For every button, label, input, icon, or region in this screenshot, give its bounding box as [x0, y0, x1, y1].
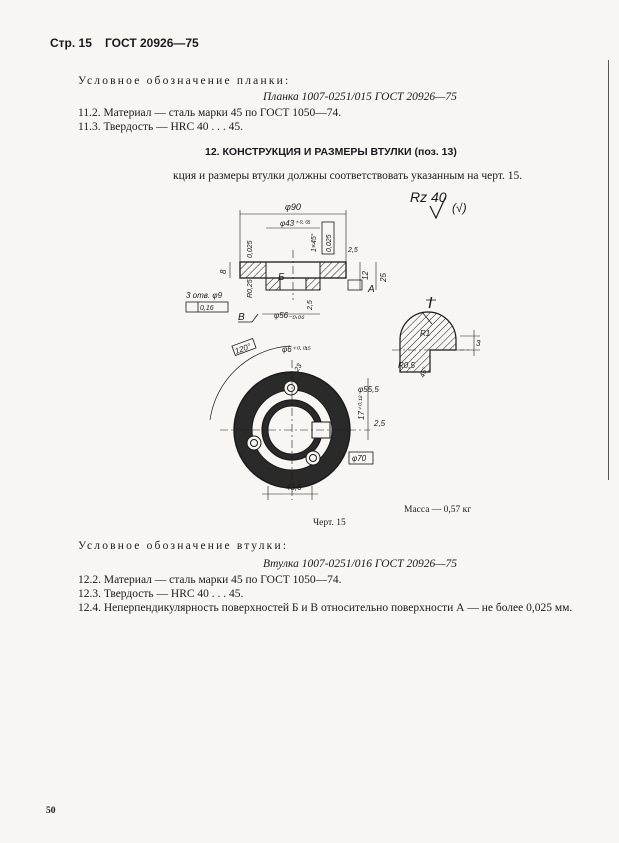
- designation-11: Планка 1007-0251/015 ГОСТ 20926—75: [263, 91, 457, 103]
- designation-label-12: Условное обозначение втулки:: [78, 540, 289, 552]
- dim-d43: φ43⁺⁰·⁰⁵: [280, 219, 311, 228]
- figure-caption: Черт. 15: [313, 518, 346, 528]
- designation-label-11: Условное обозначение планки:: [78, 75, 291, 87]
- dim-d70: φ70: [352, 454, 367, 463]
- page-label: Стр. 15: [50, 36, 92, 50]
- dim-pos-tol: 0,16: [200, 305, 214, 312]
- designation-12: Втулка 1007-0251/016 ГОСТ 20926—75: [263, 558, 457, 570]
- dim-d436: 43,6: [286, 483, 302, 492]
- dim-d90: φ90: [285, 202, 301, 212]
- dim-8: 8: [219, 269, 228, 274]
- dim-025: 0,025: [247, 240, 254, 258]
- mass-label: Масса — 0,57 кг: [404, 505, 472, 515]
- dim-d55: φ55,5: [358, 385, 379, 394]
- item-12-4: 12.4. Неперпендикулярность поверхностей Б и В относительно поверхности А — не более 0,025 мм.: [78, 602, 573, 614]
- dim-25: 2,5: [348, 247, 358, 254]
- dim-3: 3: [476, 339, 481, 348]
- dim-25c: 2,5: [374, 419, 386, 428]
- label-a: А: [368, 284, 375, 295]
- roughness-label: Rz 40: [410, 189, 447, 205]
- dim-holes: 3 отв. φ9: [186, 291, 223, 300]
- detail-label: I: [428, 295, 433, 312]
- section-intro: кция и размеры втулки должны соответствовать указанным на черт. 15.: [173, 170, 523, 182]
- item-11-2: 11.2. Материал — сталь марки 45 по ГОСТ 1050—74.: [78, 107, 342, 119]
- dim-a45: 45°: [419, 366, 430, 379]
- scan-edge: [608, 60, 609, 480]
- roughness-sym: (√): [452, 201, 467, 215]
- standard-number: ГОСТ 20926—75: [105, 36, 199, 50]
- item-12-3: 12.3. Твердость — HRC 40 . . . 45.: [78, 588, 244, 600]
- dim-c23: 23: [293, 362, 304, 373]
- item-12-2: 12.2. Материал — сталь марки 45 по ГОСТ 1050—74.: [78, 574, 342, 586]
- dim-d17: 17⁺⁰·¹²: [357, 395, 366, 420]
- dim-r1: R1: [420, 329, 431, 338]
- item-11-3: 11.3. Твердость — HRC 40 . . . 45.: [78, 121, 243, 133]
- dim-25b: 2,5: [307, 300, 314, 310]
- page-number: 50: [46, 806, 56, 816]
- label-v: В: [238, 312, 245, 323]
- dim-25v: 25: [379, 273, 388, 282]
- dim-tol: 0,025: [326, 234, 333, 252]
- dim-r05: R0,5: [398, 361, 415, 370]
- dim-d6: φ6⁺⁰·⁰¹⁵: [282, 345, 311, 354]
- dim-d56: φ56₋₀,₀₆: [274, 311, 305, 320]
- section-heading: 12. КОНСТРУКЦИЯ И РАЗМЕРЫ ВТУЛКИ (поз. 13): [205, 146, 457, 158]
- plan-view: [210, 339, 373, 500]
- dim-angle120: 120°: [233, 341, 253, 356]
- dim-r025: R0,25: [247, 279, 254, 298]
- dim-chamfer: 1×45°: [311, 233, 318, 252]
- dim-12: 12: [361, 271, 370, 280]
- label-b: Б: [278, 272, 285, 283]
